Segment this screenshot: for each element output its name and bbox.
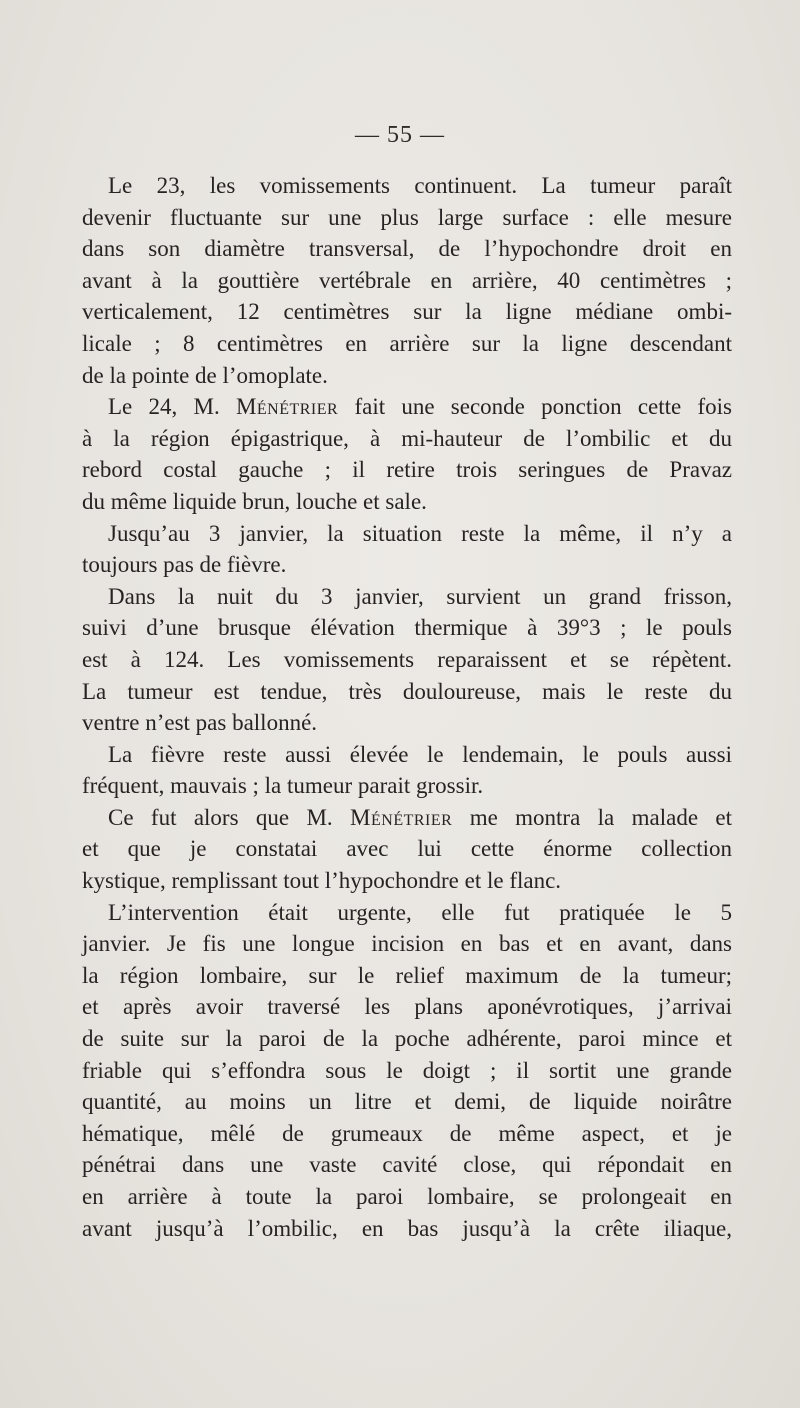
page-number: — 55 — <box>355 122 445 148</box>
text-line: licale ; 8 centimètres en arrière sur la ligne descendant <box>82 330 732 356</box>
text-line: Ce fut alors que M. Ménétrier me montra la malade et <box>108 804 732 830</box>
text-line: friable qui s’effondra sous le doigt ; il sortit une grande <box>82 1057 732 1083</box>
text-line: pénétrai dans une vaste cavité close, qui répondait en <box>82 1152 732 1178</box>
text-line: est à 124. Les vomissements reparaissent et se répètent. <box>82 646 732 672</box>
text-line: verticalement, 12 centimètres sur la ligne médiane ombi- <box>82 299 732 325</box>
text-line: avant à la gouttière vertébrale en arrière, 40 centimètres ; <box>82 267 732 293</box>
text-line: suivi d’une brusque élévation thermique à 39°3 ; le pouls <box>82 615 732 641</box>
text-line: hématique, mêlé de grumeaux de même aspect, et je <box>82 1120 732 1146</box>
text-line: kystique, remplissant tout l’hypochondre et le flanc. <box>82 868 562 894</box>
text-line: de la pointe de l’omoplate. <box>82 362 328 388</box>
text-line: Dans la nuit du 3 janvier, survient un grand frisson, <box>108 583 732 609</box>
text-line: avant jusqu’à l’ombilic, en bas jusqu’à la crête iliaque, <box>82 1215 732 1241</box>
text-line: toujours pas de fièvre. <box>82 552 287 578</box>
text-line: Le 24, M. Ménétrier fait une seconde ponction cette fois <box>108 394 732 420</box>
text-line: dans son diamètre transversal, de l’hypochondre droit en <box>82 236 732 262</box>
text-line: L’intervention était urgente, elle fut pratiquée le 5 <box>108 899 732 925</box>
text-line: à la région épigastrique, à mi-hauteur de l’ombilic et du <box>82 425 732 451</box>
text-line: et après avoir traversé les plans aponévrotiques, j’arrivai <box>82 994 732 1020</box>
text-line: quantité, au moins un litre et demi, de liquide noirâtre <box>82 1089 732 1115</box>
body-text <box>82 170 732 1244</box>
text-line: ventre n’est pas ballonné. <box>82 710 318 736</box>
text-line: fréquent, mauvais ; la tumeur parait grossir. <box>82 773 484 799</box>
text-line: de suite sur la paroi de la poche adhérente, paroi mince et <box>82 1026 732 1052</box>
text-line: la région lombaire, sur le relief maximum de la tumeur; <box>82 962 732 988</box>
text-line: en arrière à toute la paroi lombaire, se prolongeait en <box>82 1184 732 1209</box>
text-line: La fièvre reste aussi élevée le lendemain, le pouls aussi <box>108 741 732 767</box>
text-line: janvier. Je fis une longue incision en bas et en avant, dans <box>82 931 732 957</box>
text-line: du même liquide brun, louche et sale. <box>82 488 427 514</box>
text-line: et que je constatai avec lui cette énorme collection <box>82 836 732 862</box>
text-line: Jusqu’au 3 janvier, la situation reste la même, il n’y a <box>108 520 732 546</box>
text-line: La tumeur est tendue, très douloureuse, mais le reste du <box>82 678 732 704</box>
text-line: devenir fluctuante sur une plus large surface : elle mesure <box>82 204 732 230</box>
text-line: rebord costal gauche ; il retire trois seringues de Pravaz <box>82 457 732 483</box>
text-line: Le 23, les vomissements continuent. La tumeur paraît <box>108 173 732 198</box>
